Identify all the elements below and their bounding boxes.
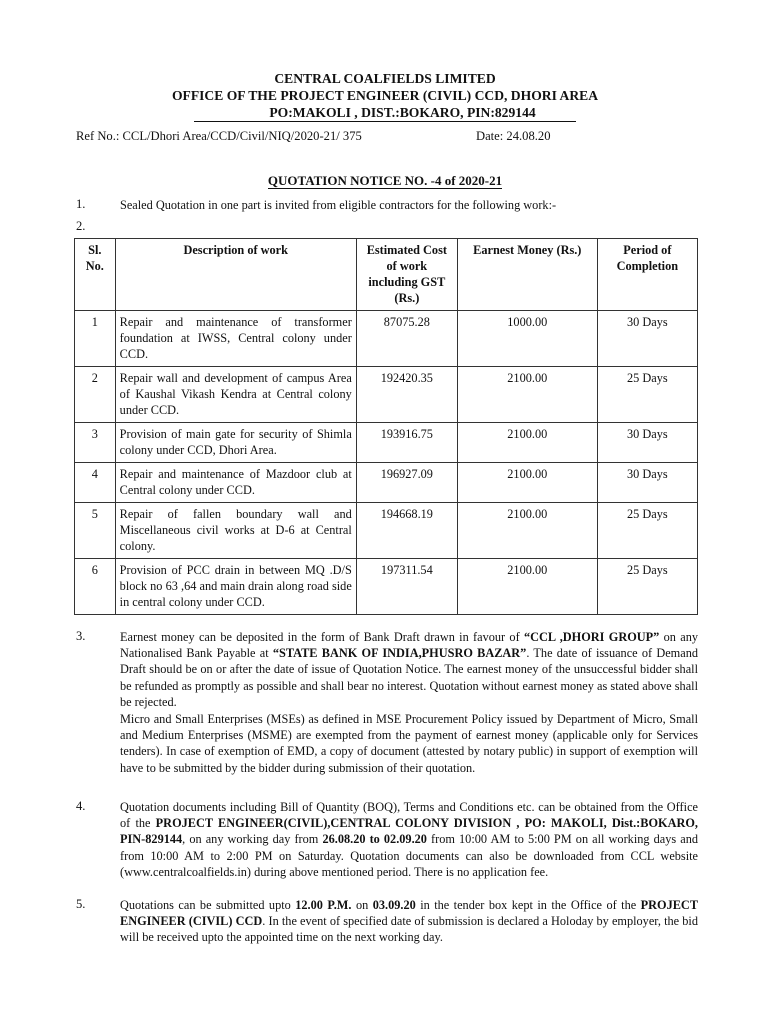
row-description: Provision of main gate for security of Shimla colony under CCD, Dhori Area. <box>115 423 356 463</box>
item-2-number: 2. <box>76 219 86 233</box>
table-row <box>75 311 698 367</box>
row-period: 25 Days <box>597 503 697 559</box>
header-sl-no: Sl. No. <box>75 239 116 311</box>
row-sl: 5 <box>75 503 116 559</box>
row-earnest-money: 2100.00 <box>457 559 597 615</box>
works-table <box>74 238 698 615</box>
row-earnest-money: 2100.00 <box>457 503 597 559</box>
header-description: Description of work <box>115 239 356 311</box>
row-sl: 1 <box>75 311 116 367</box>
item-3-paragraph-1: Earnest money can be deposited in the form of Bank Draft drawn in favour of “CCL ,DHORI GROUP” on any Nationalised Bank Payable at “STATE BANK OF INDIA,PHUSRO BAZAR”. The date of issuance of Demand Draft should be on or after the date of issue of Quotation Notice. The earnest money of the unsuccessful bidder shall be refunded as promptly as possible and shall bear no interest. Quotation without earnest money as stated above shall be rejected. <box>120 630 698 709</box>
item-3-paragraph-2: Micro and Small Enterprises (MSEs) as defined in MSE Procurement Policy issued by Department of Micro, Small and Medium Enterprises (MSME) are exempted from the payment of earnest money (applicable only for Services tenders). In case of exemption of EMD, a copy of document (attested by notary public) in support of exemption will have to be submitted by the bidder during submission of their quotation. <box>120 712 698 775</box>
row-cost: 87075.28 <box>356 311 457 367</box>
row-cost: 192420.35 <box>356 367 457 423</box>
row-sl: 4 <box>75 463 116 503</box>
table-row <box>75 367 698 423</box>
item-5-number: 5. <box>76 897 86 911</box>
row-period: 30 Days <box>597 463 697 503</box>
row-period: 30 Days <box>597 311 697 367</box>
row-period: 25 Days <box>597 559 697 615</box>
row-period: 25 Days <box>597 367 697 423</box>
row-earnest-money: 1000.00 <box>457 311 597 367</box>
item-4-text: Quotation documents including Bill of Quantity (BOQ), Terms and Conditions etc. can be obtained from the Office of the PROJECT ENGINEER(CIVIL),CENTRAL COLONY DIVISION , PO: MAKOLI, Dist.:BOKARO, PIN-829144, on any working day from 26.08.20 to 02.09.20 from 10:00 AM to 5:00 PM on all working days and from 10:00 AM to 2:00 PM on Saturday. Quotation documents can also be downloaded from CCL website (www.centralcoalfields.in) during above mentioned period. There is no application fee. <box>120 800 698 879</box>
item-3-number: 3. <box>76 629 86 643</box>
header-earnest-money: Earnest Money (Rs.) <box>457 239 597 311</box>
row-cost: 193916.75 <box>356 423 457 463</box>
row-sl: 6 <box>75 559 116 615</box>
row-cost: 197311.54 <box>356 559 457 615</box>
table-row <box>75 503 698 559</box>
table-row <box>75 463 698 503</box>
row-description: Provision of PCC drain in between MQ .D/S block no 63 ,64 and main drain along road side in central colony under CCD. <box>115 559 356 615</box>
table-row <box>75 423 698 463</box>
office-address: PO:MAKOLI , DIST.:BOKARO, PIN:829144 <box>0 104 770 122</box>
item-5-text: Quotations can be submitted upto 12.00 P.M. on 03.09.20 in the tender box kept in the Office of the PROJECT ENGINEER (CIVIL) CCD. In the event of specified date of submission is declared a Holoday by employer, the bid will be received upto the appointed time on the next working day. <box>120 898 699 945</box>
reference-number: Ref No.: CCL/Dhori Area/CCD/Civil/NIQ/2020-21/ 375 <box>76 129 362 143</box>
item-4-number: 4. <box>76 799 86 813</box>
row-description: Repair and maintenance of transformer foundation at IWSS, Central colony under CCD. <box>115 311 356 367</box>
company-name: CENTRAL COALFIELDS LIMITED <box>274 71 496 86</box>
row-period: 30 Days <box>597 423 697 463</box>
row-cost: 196927.09 <box>356 463 457 503</box>
office-name: OFFICE OF THE PROJECT ENGINEER (CIVIL) CCD, DHORI AREA <box>171 88 599 103</box>
row-description: Repair of fallen boundary wall and Miscellaneous civil works at D-6 at Central colony. <box>115 503 356 559</box>
notice-title: QUOTATION NOTICE NO. -4 of 2020-21 <box>267 173 503 188</box>
table-header-row <box>75 239 698 311</box>
row-earnest-money: 2100.00 <box>457 367 597 423</box>
row-cost: 194668.19 <box>356 503 457 559</box>
row-earnest-money: 2100.00 <box>457 463 597 503</box>
row-sl: 2 <box>75 367 116 423</box>
table-row <box>75 559 698 615</box>
header-period: Period of Completion <box>597 239 697 311</box>
notice-date: Date: 24.08.20 <box>476 129 551 143</box>
item-1-text: Sealed Quotation in one part is invited from eligible contractors for the following work:- <box>120 198 557 212</box>
row-sl: 3 <box>75 423 116 463</box>
item-1-number: 1. <box>76 197 86 211</box>
row-description: Repair and maintenance of Mazdoor club at Central colony under CCD. <box>115 463 356 503</box>
row-earnest-money: 2100.00 <box>457 423 597 463</box>
row-description: Repair wall and development of campus Area of Kaushal Vikash Kendra at Central colony under CCD. <box>115 367 356 423</box>
header-estimated-cost: Estimated Cost of work including GST (Rs.) <box>356 239 457 311</box>
